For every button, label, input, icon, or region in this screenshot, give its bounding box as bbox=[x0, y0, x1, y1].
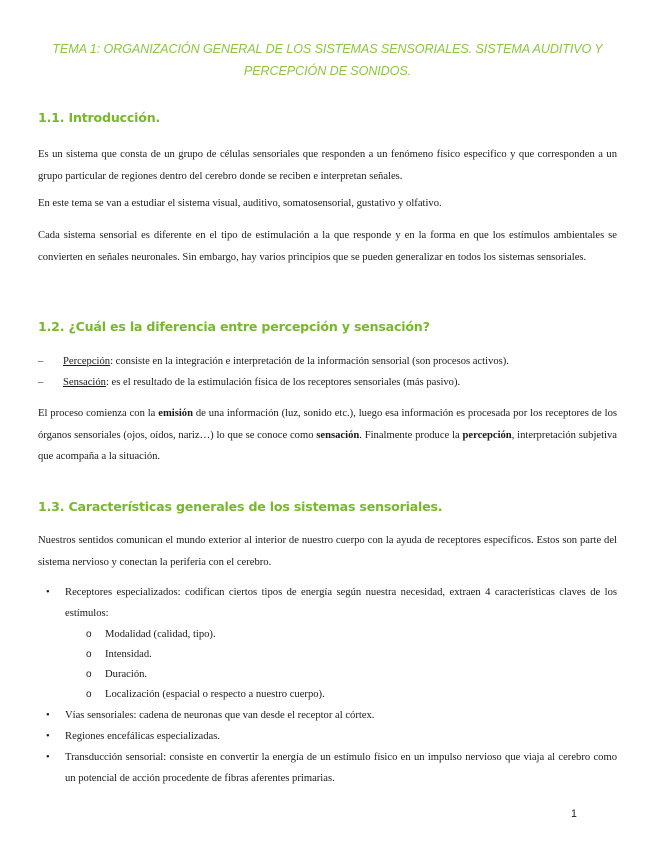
bullet-marker: • bbox=[46, 587, 50, 598]
bold-percepcion: percepción bbox=[462, 429, 512, 441]
sub-item-text: Modalidad (calidad, tipo). bbox=[105, 629, 216, 640]
bullet-marker: • bbox=[46, 752, 50, 763]
sub-bullet-marker: o bbox=[86, 629, 92, 640]
sub-item-text: Intensidad. bbox=[105, 649, 152, 660]
dash-marker: – bbox=[38, 377, 44, 388]
text-run: , interpretación subjetiva que acompaña a la situación. bbox=[38, 429, 617, 462]
document-page bbox=[38, 0, 617, 848]
sub-item-text: Localización (espacial o respecto a nuestro cuerpo). bbox=[105, 689, 325, 700]
bullet-text: Regiones encefálicas especializadas. bbox=[65, 731, 221, 742]
title-line-2: PERCEPCIÓN DE SONIDOS. bbox=[243, 64, 412, 78]
term-sensacion: Sensación bbox=[63, 377, 106, 388]
sub-bullet-marker: o bbox=[86, 689, 92, 700]
text-run: El proceso comienza con la bbox=[38, 408, 159, 419]
paragraph-sentidos: Nuestros sentidos comunican el mundo exterior al interior de nuestro cuerpo con la ayuda de receptores específicos. Estos son parte del sistema nervioso y conectan la periferia con el cerebro. bbox=[38, 535, 617, 568]
bullet-text: Transducción sensorial: consiste en convertir la energía de un estímulo físico en un impulso nervioso que viaja al cerebro como un potencial de acción procedente de fibras aferentes primarias. bbox=[65, 752, 617, 784]
paragraph-proceso bbox=[38, 403, 617, 468]
paragraph-intro-1: Es un sistema que consta de un grupo de células sensoriales que responden a un fenómeno físico especifico y que corresponden a un grupo particular de regiones dentro del cerebro donde se reciben e interpretan señales. bbox=[38, 149, 617, 182]
bold-sensacion: sensación bbox=[316, 429, 360, 441]
paragraph-intro-3: Cada sistema sensorial es diferente en el tipo de estimulación a la que responde y en la forma en que los estímulos ambientales se convierten en señales neuronales. Sin embargo, hay varios principios que se pueden generalizar en todos los sistemas sensoriales. bbox=[38, 230, 617, 263]
text-run: . Finalmente produce la bbox=[359, 429, 463, 441]
heading-introduccion: 1.1. Introducción. bbox=[38, 110, 161, 125]
bold-emision: emisión bbox=[158, 408, 193, 419]
heading-caracteristicas: 1.3. Características generales de los sistemas sensoriales. bbox=[38, 499, 443, 514]
bullet-text: Vías sensoriales: cadena de neuronas que van desde el receptor al córtex. bbox=[65, 710, 375, 721]
heading-percepcion-sensacion: 1.2. ¿Cuál es la diferencia entre percepción y sensación? bbox=[38, 319, 430, 334]
page-number: 1 bbox=[571, 808, 577, 820]
paragraph-intro-2: En este tema se van a estudiar el sistema visual, auditivo, somatosensorial, gustativo y olfativo. bbox=[38, 198, 442, 209]
sub-bullet-marker: o bbox=[86, 669, 92, 680]
bullet-marker: • bbox=[46, 731, 50, 742]
title-line-1: TEMA 1: ORGANIZACIÓN GENERAL DE LOS SISTEMAS SENSORIALES. SISTEMA AUDITIVO Y bbox=[52, 42, 603, 56]
sub-item-text: Duración. bbox=[105, 669, 148, 680]
term-percepcion: Percepción bbox=[63, 356, 111, 367]
definition-sensacion: : es el resultado de la estimulación física de los receptores sensoriales (más pasivo). bbox=[105, 377, 461, 388]
bullet-marker: • bbox=[46, 710, 50, 721]
sub-bullet-marker: o bbox=[86, 649, 92, 660]
bullet-text: Receptores especializados: codifican ciertos tipos de energía según nuestra necesidad, extraen 4 características claves de los estímulos: bbox=[65, 587, 617, 619]
text-run: de una información (luz, sonido etc.), luego esa información es procesada por los receptores de los órganos sensoriales (ojos, oídos, nariz…) lo que se conoce como bbox=[38, 408, 617, 441]
dash-marker: – bbox=[38, 356, 44, 367]
definition-percepcion: : consiste en la integración e interpretación de la información sensorial (son procesos activos). bbox=[110, 356, 509, 367]
document-title bbox=[38, 38, 617, 82]
